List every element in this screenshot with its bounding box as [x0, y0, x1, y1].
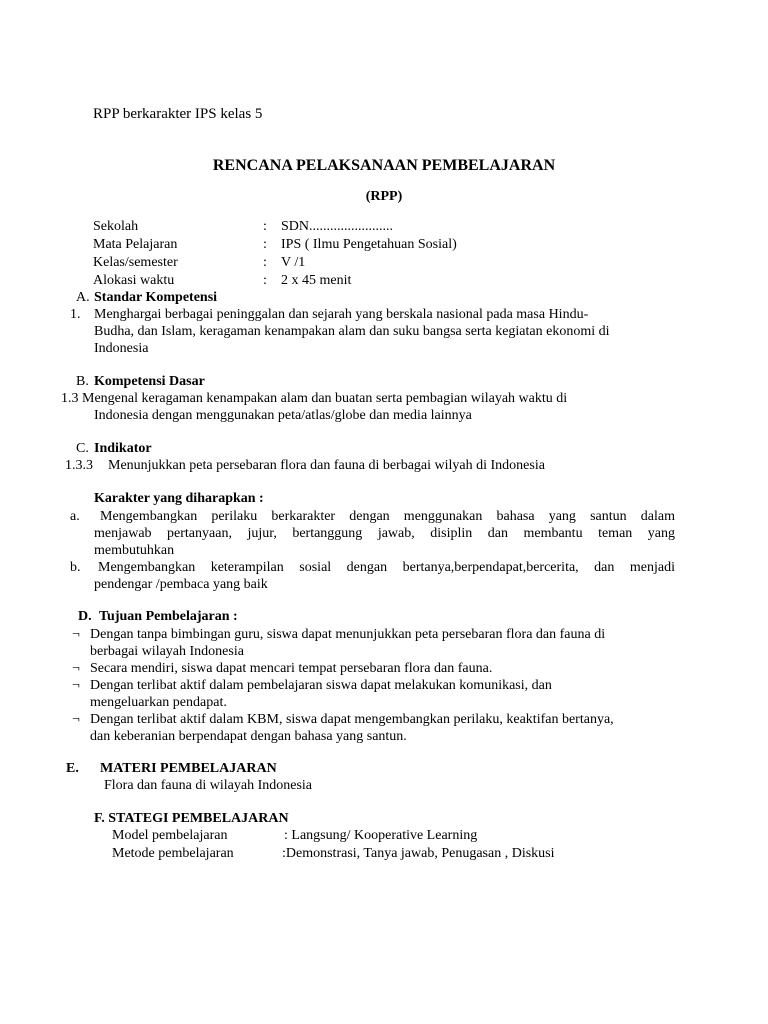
section-b-line-2: Indonesia dengan menggunakan peta/atlas/globe dan media lainnya: [94, 408, 472, 423]
karakter-a-label: a.: [70, 509, 80, 524]
info-label-kelas: Kelas/semester: [93, 255, 178, 270]
page-subheading: (RPP): [365, 189, 403, 204]
section-b-letter: B.: [76, 374, 89, 389]
tujuan-item-1-line-1: Dengan tanpa bimbingan guru, siswa dapat menunjukkan peta persebaran flora dan fauna di: [90, 627, 606, 642]
section-c-number: 1.3.3: [65, 458, 93, 473]
bullet-icon: ¬: [72, 627, 80, 642]
section-d-title: Tujuan Pembelajaran :: [99, 609, 238, 624]
tujuan-item-2-line-1: Secara mendiri, siswa dapat mencari tempat persebaran flora dan fauna.: [90, 661, 493, 676]
section-f-model-value: : Langsung/ Kooperative Learning: [284, 828, 478, 843]
section-f-title: F. STATEGI PEMBELAJARAN: [94, 811, 289, 826]
section-a-line-2: Budha, dan Islam, keragaman kenampakan alam dan suku bangsa serta kegiatan ekonomi di: [94, 324, 610, 339]
info-value-mapel: IPS ( Ilmu Pengetahuan Sosial): [281, 237, 457, 252]
tujuan-item-4-line-1: Dengan terlibat aktif dalam KBM, siswa dapat mengembangkan perilaku, keaktifan bertanya,: [90, 712, 614, 727]
section-a-line-1: Menghargai berbagai peninggalan dan sejarah yang berskala nasional pada masa Hindu-: [94, 307, 589, 322]
section-a-number: 1.: [70, 307, 81, 322]
section-e-title: MATERI PEMBELAJARAN: [100, 761, 277, 776]
info-colon: :: [263, 237, 267, 252]
document-title: RPP berkarakter IPS kelas 5: [93, 106, 263, 122]
karakter-b-line-1: Mengembangkan keterampilan sosial dengan bertanya,berpendapat,bercerita, dan menjadi: [98, 560, 675, 575]
info-value-sekolah: SDN........................: [281, 219, 394, 234]
section-e-text: Flora dan fauna di wilayah Indonesia: [104, 778, 312, 793]
karakter-b-line-2: pendengar /pembaca yang baik: [94, 577, 268, 592]
karakter-a-line-3: membutuhkan: [94, 543, 175, 558]
section-a-line-3: Indonesia: [94, 341, 149, 356]
info-colon: :: [263, 273, 267, 288]
section-c-text: Menunjukkan peta persebaran flora dan fauna di berbagai wilyah di Indonesia: [108, 458, 545, 473]
section-f-metode-value: :Demonstrasi, Tanya jawab, Penugasan , Diskusi: [282, 846, 555, 861]
section-c-letter: C.: [76, 441, 89, 456]
section-b-title: Kompetensi Dasar: [94, 374, 205, 389]
tujuan-item-3-line-1: Dengan terlibat aktif dalam pembelajaran siswa dapat melakukan komunikasi, dan: [90, 678, 552, 693]
section-c-title: Indikator: [94, 441, 152, 456]
info-value-kelas: V /1: [281, 255, 306, 270]
info-value-alokasi: 2 x 45 menit: [281, 273, 352, 288]
tujuan-item-1-line-2: berbagai wilayah Indonesia: [90, 644, 244, 659]
section-f-metode-label: Metode pembelajaran: [112, 846, 234, 861]
section-a-letter: A.: [76, 290, 90, 305]
info-colon: :: [263, 219, 267, 234]
info-label-mapel: Mata Pelajaran: [93, 237, 178, 252]
info-label-sekolah: Sekolah: [93, 219, 139, 234]
info-colon: :: [263, 255, 267, 270]
page-heading: RENCANA PELAKSANAAN PEMBELAJARAN: [212, 157, 556, 174]
section-a-title: Standar Kompetensi: [94, 290, 218, 305]
info-label-alokasi: Alokasi waktu: [93, 273, 175, 288]
section-f-model-label: Model pembelajaran: [112, 828, 228, 843]
karakter-a-line-1: Mengembangkan perilaku berkarakter dengan menggunakan bahasa yang santun dalam: [100, 509, 675, 524]
section-d-letter: D.: [78, 609, 92, 624]
karakter-title: Karakter yang diharapkan :: [94, 491, 264, 506]
bullet-icon: ¬: [72, 661, 80, 676]
bullet-icon: ¬: [72, 678, 80, 693]
bullet-icon: ¬: [72, 712, 80, 727]
karakter-a-line-2: menjawab pertanyaan, jujur, bertanggung jawab, disiplin dan membantu teman yang: [94, 526, 675, 541]
tujuan-item-4-line-2: dan keberanian berpendapat dengan bahasa yang santun.: [90, 729, 407, 744]
tujuan-item-3-line-2: mengeluarkan pendapat.: [90, 695, 227, 710]
section-b-line-1: 1.3 Mengenal keragaman kenampakan alam dan buatan serta pembagian wilayah waktu di: [61, 391, 568, 406]
karakter-b-label: b.: [70, 560, 81, 575]
section-e-letter: E.: [66, 761, 79, 776]
